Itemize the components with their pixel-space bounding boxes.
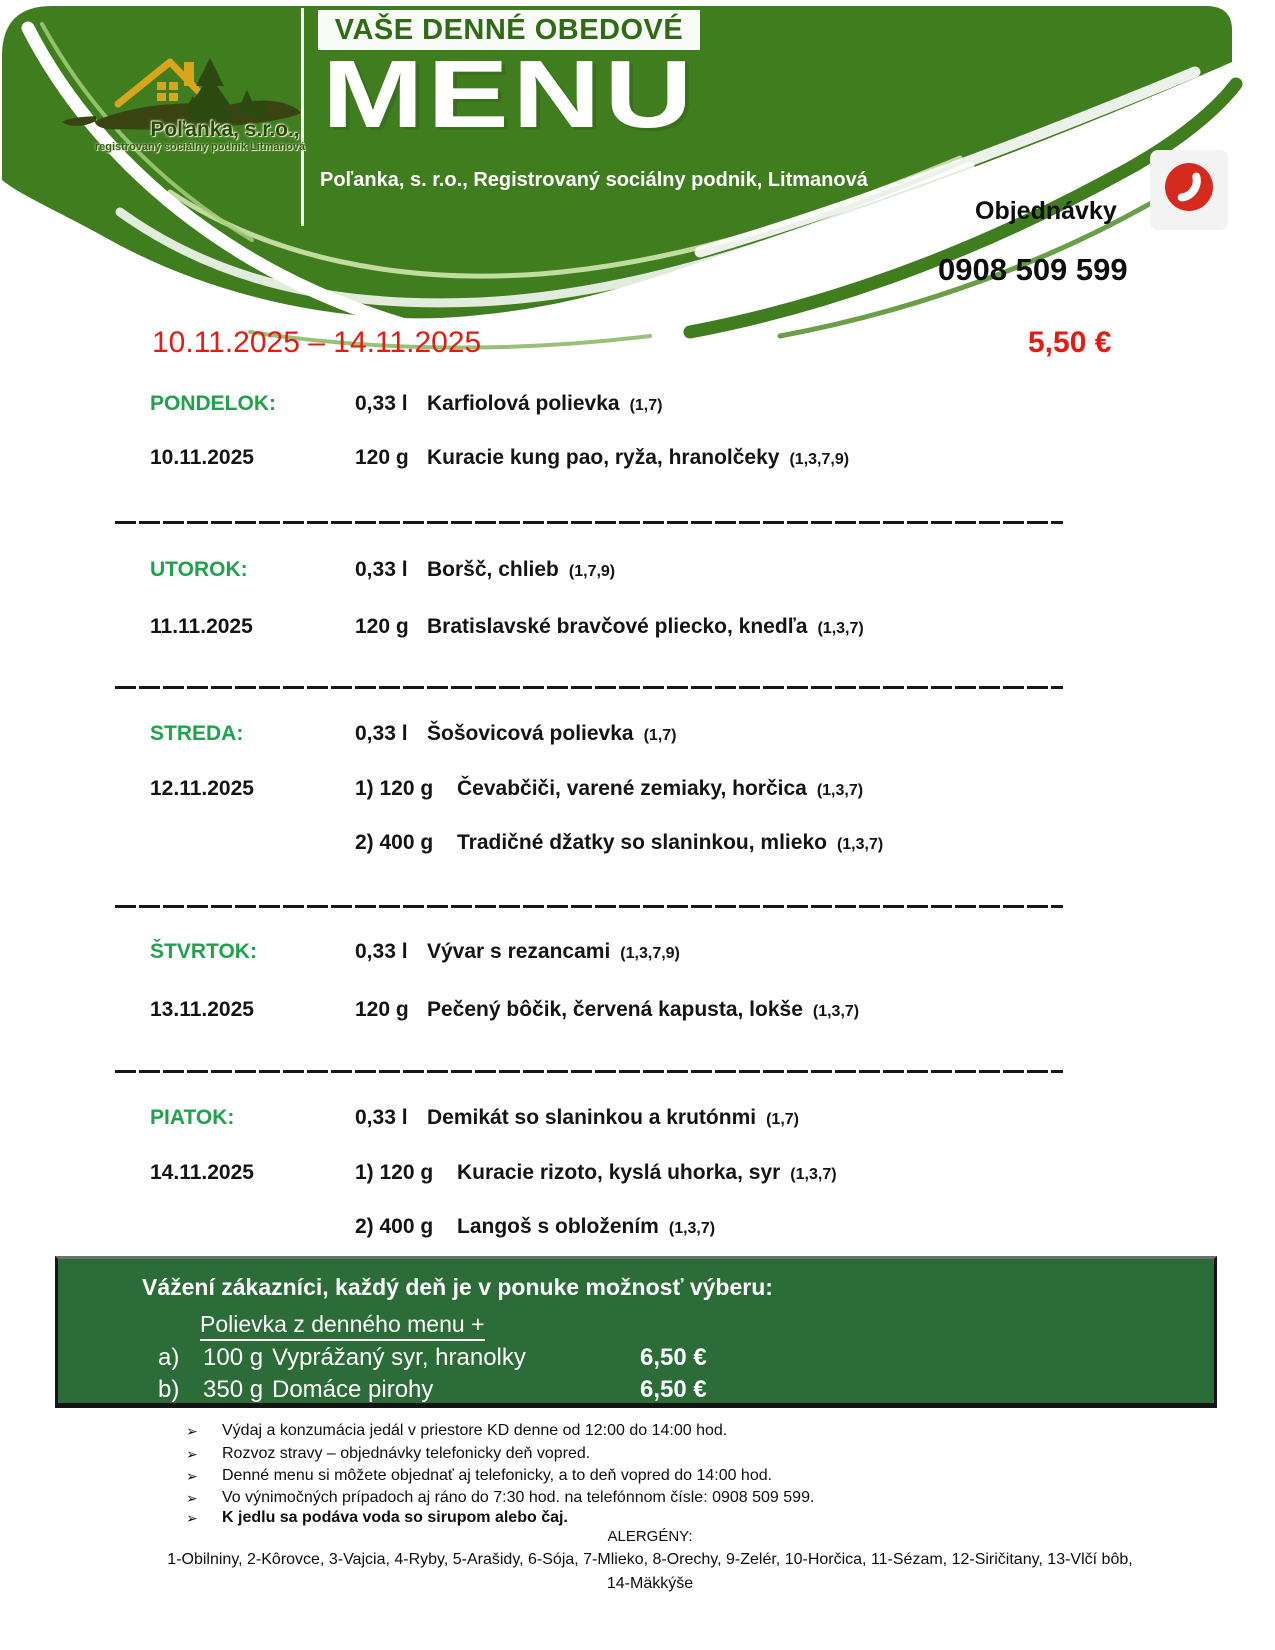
dish-line <box>355 558 615 582</box>
dish-allergens: (1,3,7) <box>817 620 864 637</box>
note-text: Vo výnimočných prípadoch aj ráno do 7:30 hod. na telefónnom čísle: 0908 509 599. <box>222 1489 815 1506</box>
allergens-heading: ALERGÉNY: <box>607 1528 693 1545</box>
phone-number: 0908 509 599 <box>938 252 1128 287</box>
dish-allergens: (1,3,7) <box>836 836 884 853</box>
date-range: 10.11.2025 – 14.11.2025 <box>152 326 482 359</box>
dish-allergens: (1,3,7) <box>790 1166 837 1183</box>
header-divider-line <box>301 8 304 226</box>
arrow-bullet-icon: ➢ <box>186 1468 198 1484</box>
offer-heading: Vážení zákazníci, každý deň je v ponuke možnosť výberu: <box>142 1274 773 1300</box>
note-text: Výdaj a konzumácia jedál v priestore KD denne od 12:00 do 14:00 hod. <box>222 1422 728 1439</box>
offer-item-label: a) <box>158 1344 180 1371</box>
dish-name: Bratislavské bravčové pliecko, knedľa <box>427 615 808 638</box>
day-date: 14.11.2025 <box>150 1161 254 1184</box>
allergens-list-line1: 1-Obilniny, 2-Kôrovce, 3-Vajcia, 4-Ryby, 5-Arašidy, 6-Sója, 7-Mlieko, 8-Orechy, 9-Zelér, 10-Horčica, 11-Sézam, 12-Siričitany, 13-Vlčí bôb, <box>167 1551 1133 1568</box>
day-label: PIATOK: <box>150 1106 235 1129</box>
dish-allergens: (1,7) <box>766 1111 799 1128</box>
dish-name: Langoš s obložením <box>457 1215 659 1238</box>
separator-line <box>115 905 1063 908</box>
day-date: 12.11.2025 <box>150 777 254 800</box>
dish-qty: 120 g <box>355 446 409 469</box>
company-line: Poľanka, s. r.o., Registrovaný sociálny podnik, Litmanová <box>320 169 868 191</box>
dish-allergens: (1,7,9) <box>568 563 616 580</box>
note-text: K jedlu sa podáva voda so sirupom alebo čaj. <box>222 1509 568 1526</box>
day-label: STREDA: <box>150 722 244 745</box>
offer-item-name: Vyprážaný syr, hranolky <box>272 1344 526 1371</box>
dish-allergens: (1,7) <box>643 727 677 744</box>
dish-name: Boršč, chlieb <box>427 558 559 581</box>
dish-line <box>355 1161 837 1185</box>
dish-line <box>355 940 680 964</box>
dish-line <box>355 722 677 746</box>
dish-qty: 1) 120 g <box>355 777 434 800</box>
dish-qty: 120 g <box>355 998 409 1021</box>
phone-icon <box>1162 160 1216 214</box>
separator-line <box>115 521 1063 524</box>
arrow-bullet-icon: ➢ <box>186 1510 198 1526</box>
offer-item-price: 6,50 € <box>640 1344 707 1371</box>
offer-item-label: b) <box>158 1376 180 1403</box>
menu-title: MENU <box>322 41 697 148</box>
dish-line <box>355 1106 799 1130</box>
menu-subtitle-text: VAŠE DENNÉ OBEDOVÉ <box>334 13 684 46</box>
arrow-bullet-icon: ➢ <box>186 1490 198 1506</box>
dish-name: Tradičné džatky so slaninkou, mlieko <box>457 831 827 854</box>
offer-subheading: Polievka z denného menu + <box>200 1311 485 1341</box>
dish-line <box>355 392 662 416</box>
dish-allergens: (1,7) <box>629 397 663 414</box>
offer-item-price: 6,50 € <box>640 1376 707 1403</box>
orders-label: Objednávky <box>975 197 1117 225</box>
arrow-bullet-icon: ➢ <box>186 1423 198 1439</box>
dish-qty: 2) 400 g <box>355 831 434 854</box>
dish-qty: 0,33 l <box>355 392 408 415</box>
offer-item-qty: 100 g <box>203 1344 264 1371</box>
arrow-bullet-icon: ➢ <box>186 1446 198 1462</box>
dish-line <box>355 615 864 639</box>
dish-name: Karfiolová polievka <box>427 392 620 415</box>
dish-qty: 0,33 l <box>355 558 408 581</box>
separator-line <box>115 1070 1063 1073</box>
note-text: Rozvoz stravy – objednávky telefonicky deň vopred. <box>222 1445 591 1462</box>
day-label: PONDELOK: <box>150 392 276 415</box>
dish-name: Kuracie kung pao, ryža, hranolčeky <box>427 446 780 469</box>
dish-qty: 0,33 l <box>355 722 408 745</box>
dish-name: Čevabčiči, varené zemiaky, horčica <box>457 777 807 800</box>
separator-line <box>115 686 1063 689</box>
dish-qty: 2) 400 g <box>355 1215 434 1238</box>
offer-item-qty: 350 g <box>203 1376 264 1403</box>
day-date: 13.11.2025 <box>150 998 254 1021</box>
dish-line <box>355 831 883 855</box>
dish-qty: 1) 120 g <box>355 1161 434 1184</box>
dish-qty: 0,33 l <box>355 1106 408 1129</box>
dish-line <box>355 777 863 801</box>
dish-name: Kuracie rizoto, kyslá uhorka, syr <box>457 1161 781 1184</box>
allergens-list-line2: 14-Mäkkýše <box>606 1575 694 1592</box>
menu-price: 5,50 € <box>1028 326 1112 359</box>
day-date: 11.11.2025 <box>150 615 253 638</box>
logo-subtitle: registrovaný sociálny podnik Litmanová <box>94 141 306 153</box>
dish-allergens: (1,3,7,9) <box>620 945 680 962</box>
day-label: ŠTVRTOK: <box>150 940 257 963</box>
day-label: UTOROK: <box>150 558 248 581</box>
day-date: 10.11.2025 <box>150 446 254 469</box>
dish-line <box>355 446 849 470</box>
dish-line <box>355 998 859 1022</box>
dish-allergens: (1,3,7,9) <box>789 451 850 468</box>
dish-line <box>355 1215 715 1239</box>
dish-name: Vývar s rezancami <box>427 940 611 963</box>
dish-allergens: (1,3,7) <box>812 1003 860 1020</box>
dish-qty: 120 g <box>355 615 409 638</box>
note-text: Denné menu si môžete objednať aj telefonicky, a to deň vopred do 14:00 hod. <box>222 1467 773 1484</box>
dish-name: Šošovicová polievka <box>427 722 634 745</box>
dish-allergens: (1,3,7) <box>668 1220 716 1237</box>
logo-company-name: Poľanka, s.r.o., <box>150 118 300 141</box>
dish-qty: 0,33 l <box>355 940 408 963</box>
dish-allergens: (1,3,7) <box>816 782 864 799</box>
dish-name: Demikát so slaninkou a krutónmi <box>427 1106 757 1129</box>
dish-name: Pečený bôčik, červená kapusta, lokše <box>427 998 803 1021</box>
offer-item-name: Domáce pirohy <box>272 1376 434 1403</box>
